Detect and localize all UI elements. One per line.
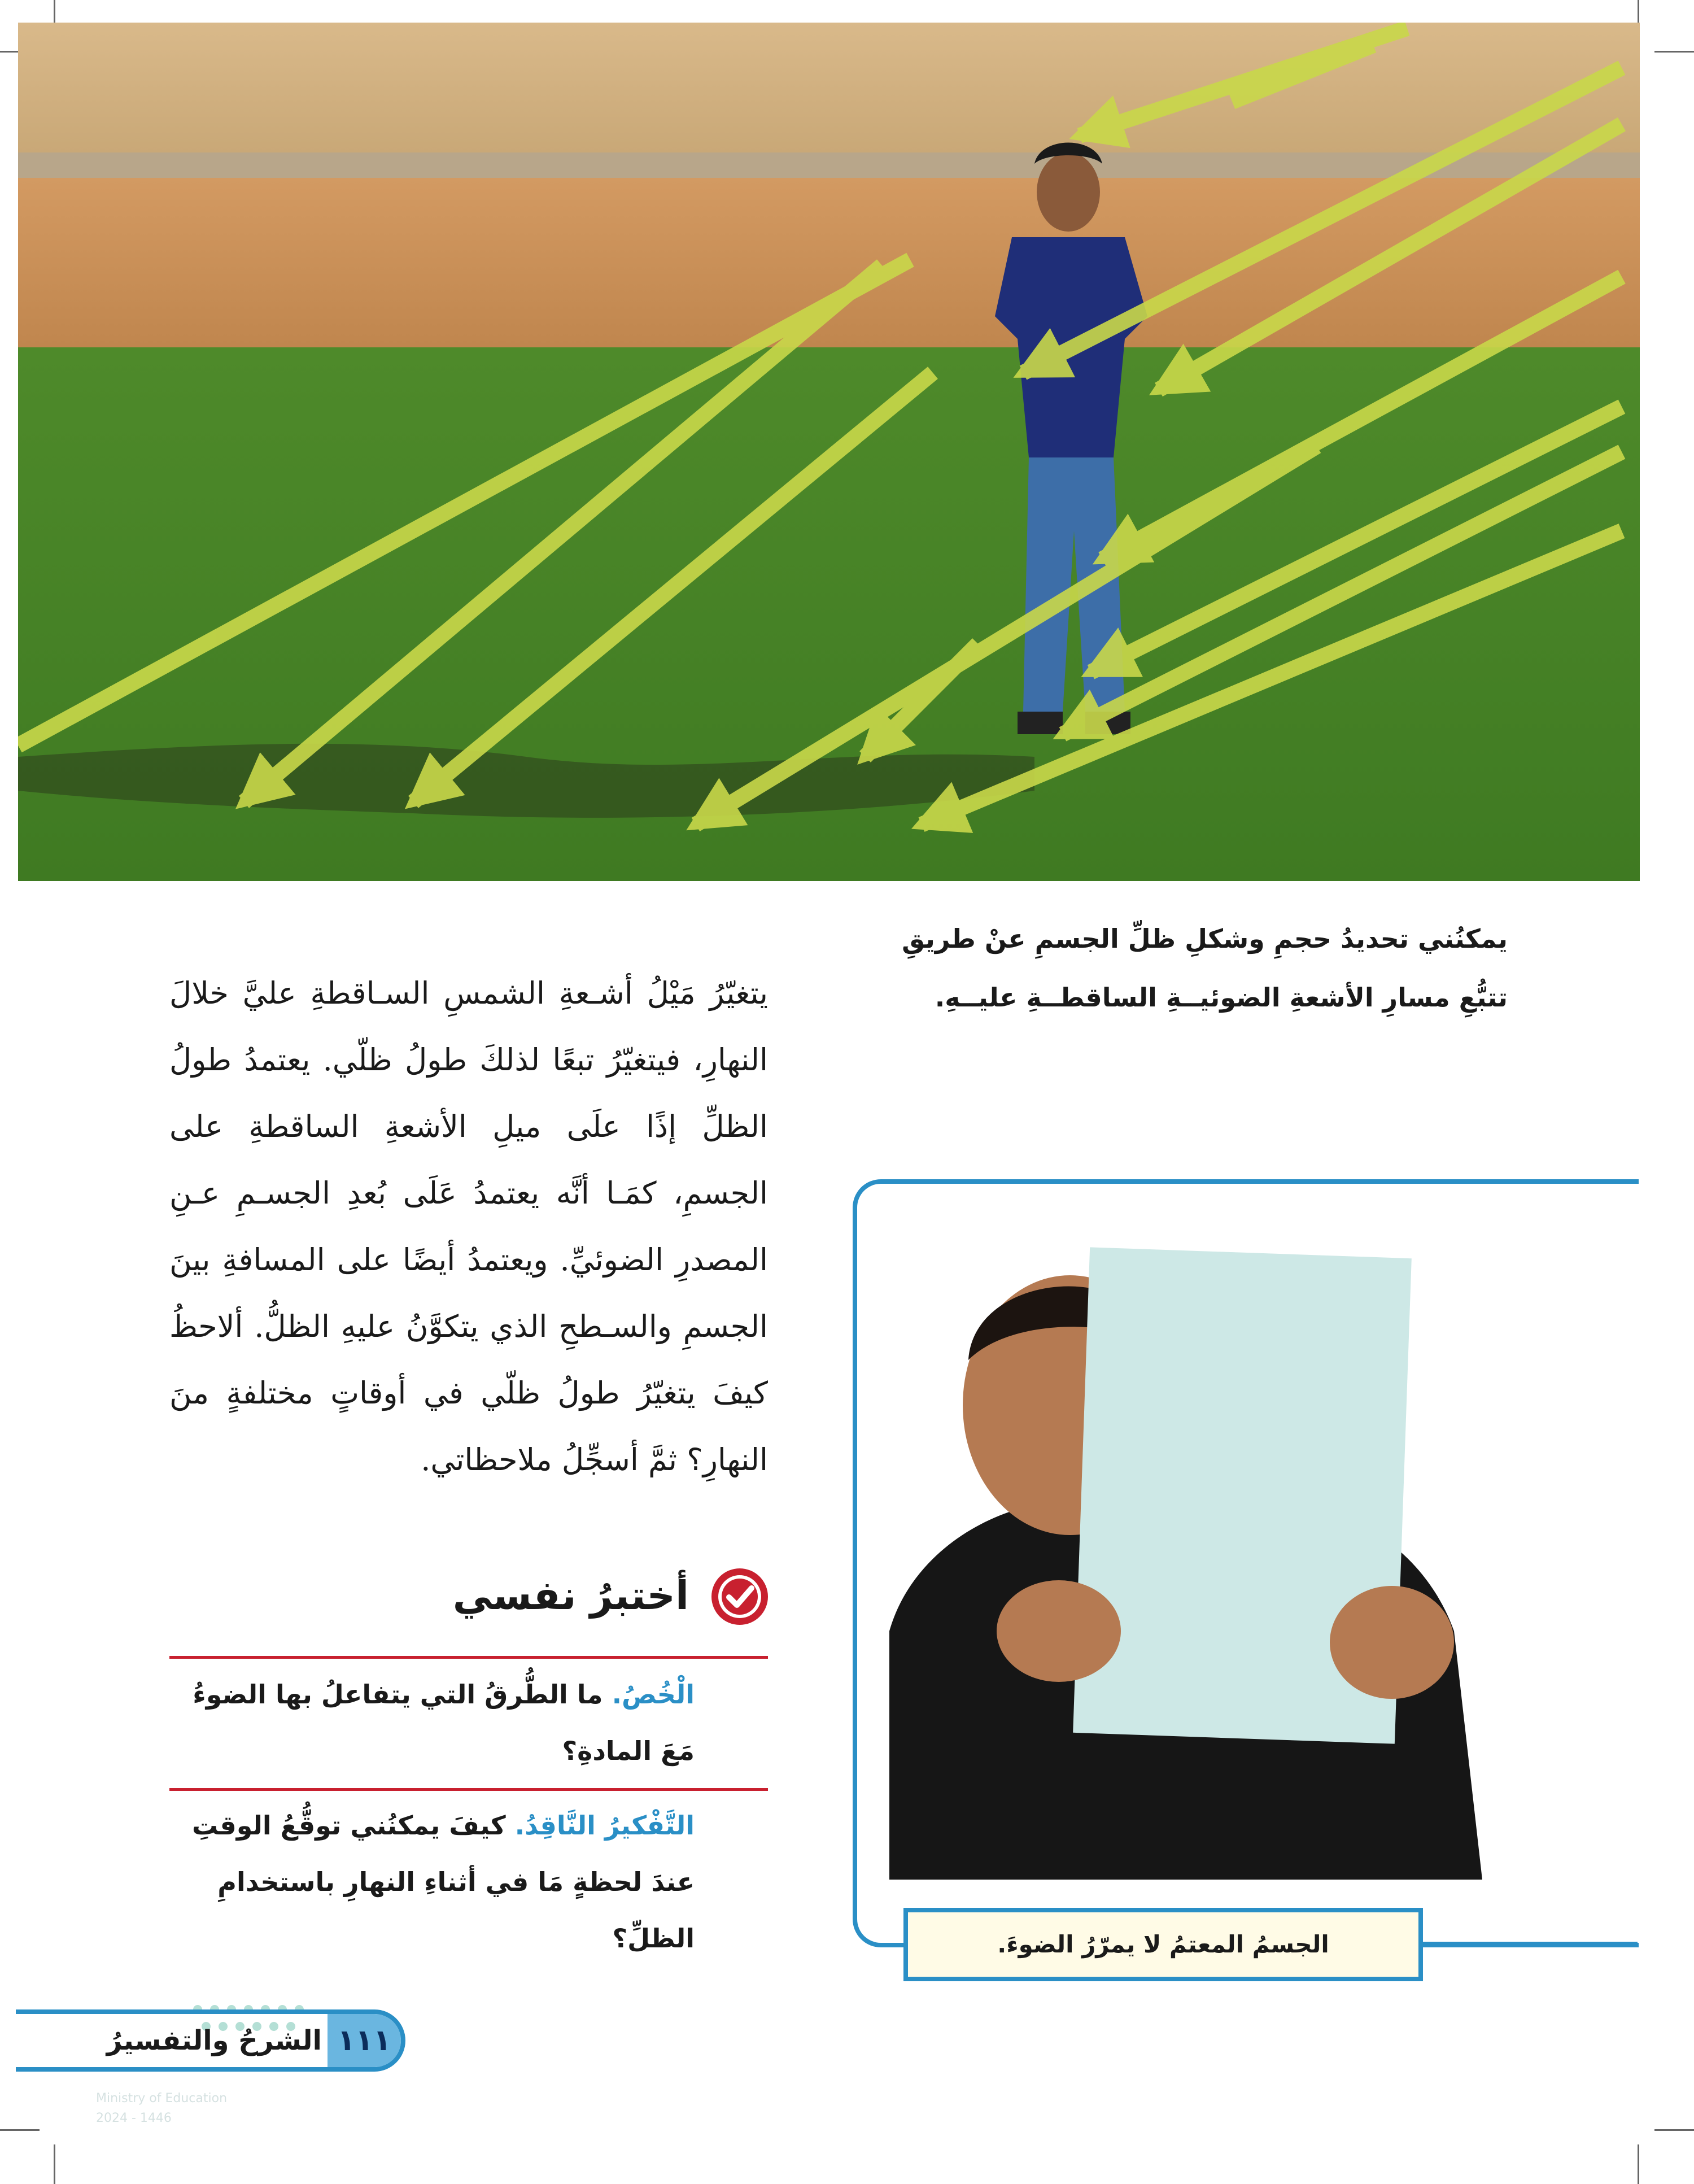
question-1-text: ما الطُّرقُ التي يتفاعلُ بها الضوءُ مَعَ المادةِ؟ [193,1679,695,1766]
crop-mark [1638,2144,1639,2184]
question-1-label: الْخُصُ. [612,1679,695,1710]
frame-line [1423,1942,1638,1946]
hero-photo [18,23,1640,881]
crop-mark [1654,2129,1694,2131]
crop-mark [1654,51,1694,53]
divider [169,1788,768,1791]
page-number: ١١١ [328,2014,401,2067]
hero-caption-line2: تتبُّعِ مسارِ الأشعةِ الضوئيــةِ الساقطــةِ عليــهِ. [935,982,1508,1013]
photo-caption: الجسمُ المعتمُ لا يمرّرُ الضوءَ. [903,1908,1423,1981]
crop-mark [0,2129,40,2131]
watermark-line2: 2024 - 1446 [96,2111,172,2125]
body-paragraph: يتغيّرُ مَيْلُ أشـعةِ الشمسِ السـاقطةِ عليَّ خلالَ النهارِ، فيتغيّرُ تبعًا لذلكَ طولُ ظلّي. يعتمدُ طولُ الظلِّ إذًا علَى ميلِ الأشعةِ الساقطةِ على الجسمِ، كمَـا أنَّه يعتمدُ عَلَى بُعدِ الجسـمِ عـنِ المصدرِ الضوئيِّ. ويعتمدُ أيضًا على المسافةِ بينَ الجسمِ والسـطحِ الذي يتكوَّنُ عليهِ الظلُّ. ألاحظُ كيفَ يتغيّرُ طولُ ظلّي في أوقاتٍ مختلفةٍ منَ النهارِ؟ ثمَّ أسجِّلُ ملاحظاتي. [169,975,768,1477]
section-title: الشرحُ والتفسيرُ [106,2025,322,2056]
question-2 [169,1797,695,1967]
hero-caption-line1: يمكنُني تحديدُ حجمِ وشكلِ ظلِّ الجسمِ عنْ طريقِ [902,923,1508,954]
question-2-text: كيفَ يمكنُني توقُّعُ الوقتِ عندَ لحظةٍ مَا في أثناءِ النهارِ باستخدامِ الظلِّ؟ [191,1810,695,1954]
boy-holding-card-photo [889,1236,1482,1880]
crop-mark [54,2144,55,2184]
hero-caption [802,909,1508,1027]
question-2-label: التَّفْكيرُ النَّاقِدُ. [514,1810,695,1841]
question-1 [169,1666,695,1779]
hero-illustration [18,23,1640,881]
test-yourself-title: أختبرُ نفسي [452,1572,689,1619]
watermark-line1: Ministry of Education [96,2091,228,2105]
divider [169,1656,768,1659]
checkmark-icon [709,1566,771,1628]
